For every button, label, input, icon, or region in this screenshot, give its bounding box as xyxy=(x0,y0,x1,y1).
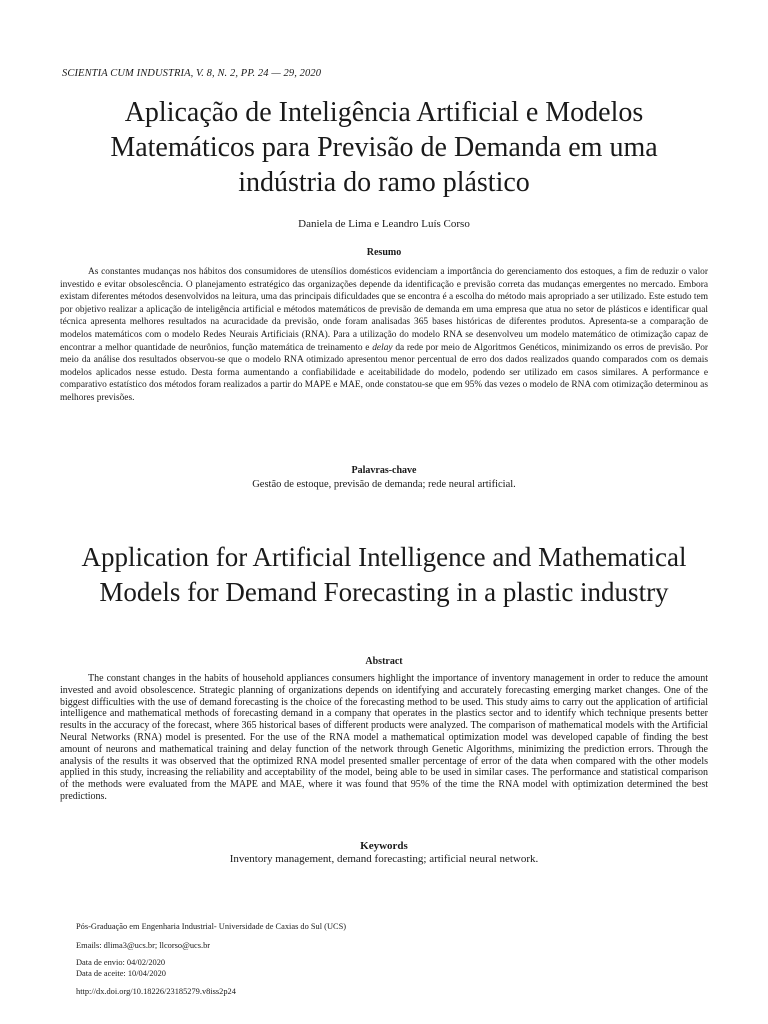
footer-sent-date: Data de envio: 04/02/2020 xyxy=(76,958,166,967)
resumo-text xyxy=(60,266,708,405)
footer-emails: Emails: dlima3@ucs.br; llcorso@ucs.br xyxy=(76,941,211,950)
palavras-chave: Gestão de estoque, previsão de demanda; rede neural artificial. xyxy=(252,479,516,490)
resumo-italic-term: delay xyxy=(372,342,393,353)
footer-affiliation: Pós-Graduação em Engenharia Industrial- Universidade de Caxias do Sul (UCS) xyxy=(76,922,347,931)
keywords: Inventory management, demand forecasting; artificial neural network. xyxy=(229,853,539,865)
title-english: Application for Artificial Intelligence and Mathematical Models for Demand Forecasting in a plastic industry xyxy=(81,542,687,607)
resumo-text-part2: da rede por meio de Algoritmos Genéticos, minimizando os erros de previsão. Por meio da análise dos resultados observou-se que o modelo RNA otimizado apresentou menor percentual de erro dos dados realizados quando comparados com os demais modelos aplicados nesse estudo. Desta forma aumentando a confiabilidade e aceitabilidade do modelo, podendo ser utilizado em casos similares. A performance e comparativo estatístico dos métodos foram realizados a partir do MAPE e MAE, onde constatou-se que em 95% das vezes o modelo de RNA com otimização determinou as melhores previsões. xyxy=(60,342,709,403)
palavras-chave-heading: Palavras-chave xyxy=(351,465,417,476)
footer-accepted-date: Data de aceite: 10/04/2020 xyxy=(76,969,166,978)
footer-doi-link[interactable]: http://dx.doi.org/10.18226/23185279.v8iss2p24 xyxy=(76,987,236,996)
title-portuguese: Aplicação de Inteligência Artificial e Modelos Matemáticos para Previsão de Demanda em uma indústria do ramo plástico xyxy=(110,97,658,198)
abstract-text: The constant changes in the habits of household appliances consumers highlight the importance of inventory management in order to reduce the amount invested and avoid obsolescence. Strategic planning of organizations depends on identifying and accurately forecasting emerging market changes. One of the biggest difficulties with the use of demand forecasting is the choice of the forecasting method to be used. This study aims to carry out the application of artificial intelligence and mathematical methods of forecasting demand in a company that operates in the plastics sector and to identify which technique presents better results in the accuracy of the forecast, where 365 historical bases of different products were analyzed. The comparison of mathematical models with the Artificial Neural Networks (RNA) model is presented. For the use of the RNA model a mathematical optimization model was developed capable of finding the best amount of neurons and mathematical training and delay function of the network through Genetic Algorithms, minimizing the prediction errors. Through the analysis of the results it was observed that the optimized RNA model presented smaller percentage of error of the data when compared with the other models applied in this study, increasing the reliability and acceptability of the model, being able to be used in similar cases. The performance and statistical comparison of the methods were evaluated from the MAPE and MAE, where it was found that 95% of the time the RNA model with optimization determined the best predictions. xyxy=(60,673,708,802)
authors: Daniela de Lima e Leandro Luís Corso xyxy=(298,218,470,230)
keywords-heading: Keywords xyxy=(360,840,408,852)
resumo-heading: Resumo xyxy=(366,247,402,258)
abstract-heading: Abstract xyxy=(365,656,403,667)
resumo-text-part1: As constantes mudanças nos hábitos dos consumidores de utensílios domésticos evidenciam a importância do gerenciamento dos estoques, a fim de reduzir o valor investido e evitar obsolescência. O planejamento estratégico das organizações depende da identificação e previsão correta das mudanças emergentes no mercado. Embora existam diferentes métodos desenvolvidos na leitura, uma das principais dificuldades que se encontra é a escolha do método mais apropriado a ser utilizado. Este estudo tem por objetivo realizar a aplicação de inteligência artificial e métodos matemáticos de previsão de demanda em uma empresa que atua no setor de plásticos e identificar qual técnica apresenta melhores resultados na acuracidade da previsão, onde foram analisadas 365 bases históricas de diferentes produtos. Apresenta-se a comparação de modelos matemáticos com o modelo Redes Neurais Artificiais (RNA). Para a utilização do modelo RNA se desenvolveu um modelo matemático de otimização capaz de encontrar a melhor quantidade de neurônios, função matemática de treinamento e xyxy=(60,267,708,353)
journal-header: SCIENTIA CUM INDUSTRIA, V. 8, N. 2, PP. 24 — 29, 2020 xyxy=(62,68,322,79)
